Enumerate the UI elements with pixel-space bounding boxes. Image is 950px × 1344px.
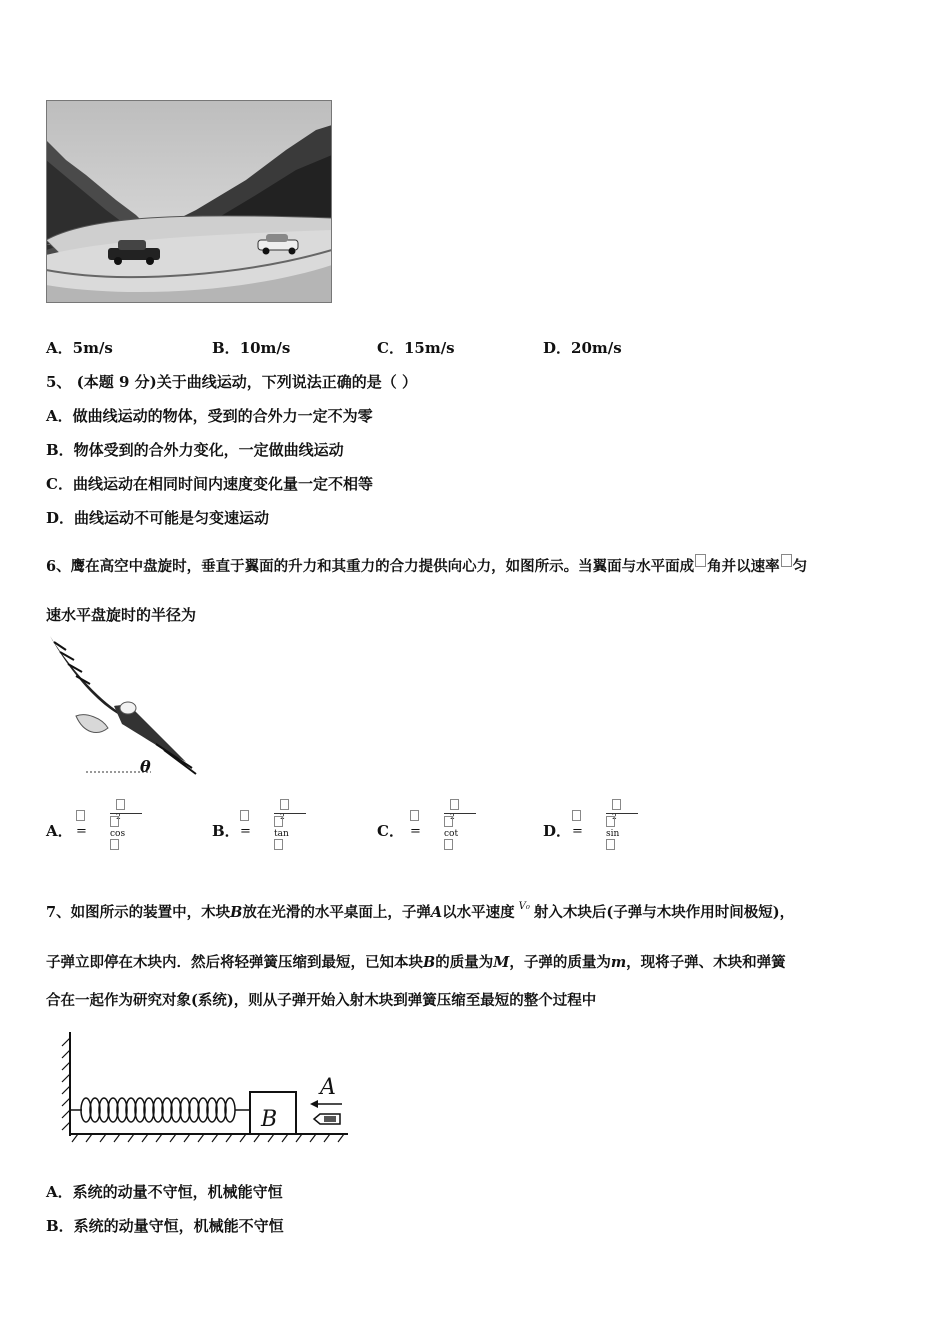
theta-label: θ xyxy=(140,757,151,776)
block-label: B xyxy=(261,1107,278,1132)
q4-option-c: C．15m/s xyxy=(377,339,455,357)
q6-option-c: C． xyxy=(377,822,404,840)
q6-stem-line2: 速水平盘旋时的半径为 xyxy=(46,606,197,624)
q6-stem-line1: 6、鹰在高空中盘旋时，垂直于翼面的升力和其重力的合力提供向心力，如图所示。当翼面与水平面成 角并以速率 匀 xyxy=(46,554,807,576)
road-photo xyxy=(46,100,332,303)
q6-option-d: D． xyxy=(543,822,572,840)
q7-stem-line2: 子弹立即停在木块内．然后将轻弹簧压缩到最短，已知本块B的质量为M，子弹的质量为m，现将子弹、木块和弹簧 xyxy=(46,954,786,971)
theta-placeholder xyxy=(695,554,706,567)
q5-option-d: D．曲线运动不可能是匀变速运动 xyxy=(46,509,270,527)
q7-option-b: B．系统的动量守恒，机械能不守恒 xyxy=(46,1217,284,1235)
bullet-label: A xyxy=(320,1075,336,1100)
spring-block-diagram xyxy=(58,1028,353,1148)
q5-stem: 5、 (本题 9 分)关于曲线运动，下列说法正确的是（ ） xyxy=(46,373,417,391)
q4-option-b: B．10m/s xyxy=(212,339,291,357)
q4-option-d: D．20m/s xyxy=(543,339,622,357)
q6-option-b: B． xyxy=(212,822,240,840)
q4-option-a: A．5m/s xyxy=(46,339,113,357)
speed-placeholder xyxy=(781,554,792,567)
q7-stem-line3: 合在一起作为研究对象(系统)，则从子弹开始入射木块到弹簧压缩至最短的整个过程中 xyxy=(46,992,597,1009)
q5-option-c: C．曲线运动在相同时间内速度变化量一定不相等 xyxy=(46,475,373,493)
q6-option-a: A． xyxy=(46,822,73,840)
q7-stem-line1: 7、如图所示的装置中，木块B放在光滑的水平桌面上，子弹A以水平速度 $^{V_0}$ 射入木块后(子弹与木块作用时间极短)， xyxy=(46,901,795,921)
eagle-figure xyxy=(46,632,198,780)
q5-option-a: A．做曲线运动的物体，受到的合外力一定不为零 xyxy=(46,407,373,425)
q7-option-a: A．系统的动量不守恒，机械能守恒 xyxy=(46,1183,283,1201)
q5-option-b: B．物体受到的合外力变化，一定做曲线运动 xyxy=(46,441,344,459)
